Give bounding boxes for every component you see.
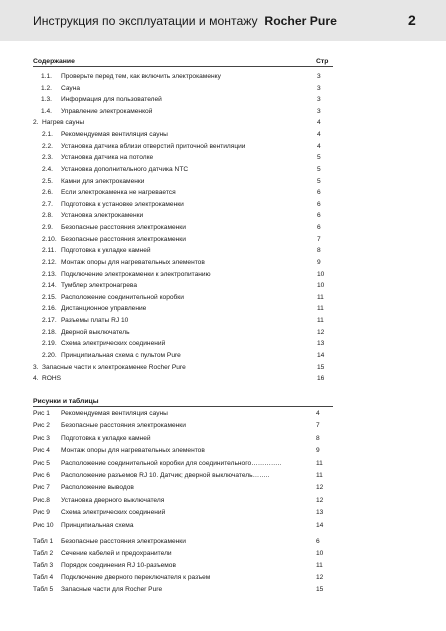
entry-number: Табл 3 [33, 562, 54, 569]
entry-number: Табл 2 [33, 550, 54, 557]
entry-title: Нагрев сауны [42, 119, 85, 127]
entry-title: Установка датчика вблизи отверстий приточной вентиляции [61, 142, 246, 150]
entry-title: Управление электрокаменкой [61, 107, 153, 115]
figure-entry [0, 433, 446, 445]
entry-number: 2.11. [42, 247, 57, 255]
figure-entry [0, 470, 446, 482]
entry-number: Рис 1 [33, 410, 50, 417]
entry-number: 2.6. [42, 189, 53, 197]
toc-entry [0, 350, 446, 362]
toc-entry [0, 152, 446, 164]
entry-page: 9 [316, 447, 320, 455]
toc-entry [0, 338, 446, 350]
entry-page: 12 [316, 496, 324, 504]
toc-entry [0, 362, 446, 374]
entry-title: Если электрокаменка не нагревается [61, 189, 176, 197]
entry-title: Рекомендуемая вентиляция сауны [61, 410, 168, 417]
entry-number: Рис 6 [33, 472, 50, 479]
entry-title: Установка дополнительного датчика NTC [61, 165, 189, 173]
entry-number: 3. [33, 363, 39, 371]
figure-entry [0, 482, 446, 494]
entry-title: Камни для электрокаменки [61, 177, 145, 185]
entry-title: Дистанционное управление [61, 305, 147, 313]
toc-divider [33, 66, 333, 67]
entry-page: 5 [317, 154, 321, 162]
entry-page: 7 [317, 235, 321, 243]
entry-title: Запасные части к электрокаменке Rocher Pure [42, 363, 186, 371]
toc-entry [0, 187, 446, 199]
entry-page: 10 [316, 550, 324, 557]
entry-page: 8 [316, 434, 320, 442]
toc-entry [0, 141, 446, 153]
toc-heading: Содержание [33, 58, 75, 65]
entry-number: 1.4. [41, 107, 52, 115]
toc-entry [0, 327, 446, 339]
figure-entry [0, 408, 446, 420]
toc-entry [0, 106, 446, 118]
entry-number: 2.19. [42, 340, 57, 348]
entry-number: Рис 7 [33, 484, 50, 492]
toc-page-column-label: Стр [316, 58, 329, 65]
entry-title: Сауна [61, 84, 81, 92]
entry-title: Безопасные расстояния электрокаменки [61, 538, 186, 545]
entry-title: Разъемы платы RJ 10 [61, 317, 129, 325]
entry-title: Подготовка к укладке камней [61, 247, 151, 255]
entry-page: 11 [317, 317, 324, 325]
figure-entry [0, 420, 446, 432]
entry-title: Расположение соединительной коробки для соединительного………….. [61, 459, 282, 467]
entry-page: 7 [316, 422, 320, 430]
entry-title: Проверьте перед тем, как включить электрокаменку [61, 73, 221, 80]
entry-page: 13 [316, 509, 324, 517]
entry-title: Установка дверного выключателя [61, 496, 165, 504]
entry-page: 8 [317, 247, 321, 255]
figures-divider [33, 406, 333, 407]
table-entry [0, 572, 446, 584]
entry-page: 11 [317, 305, 324, 313]
title-prefix: Инструкция по эксплуатации и монтажу [33, 14, 258, 28]
toc-entry [0, 245, 446, 257]
toc-entry [0, 129, 446, 141]
entry-number: 2.18. [42, 328, 57, 336]
entry-number: 1.2. [41, 84, 52, 92]
page-number: 2 [408, 12, 416, 28]
entry-page: 4 [317, 142, 321, 150]
entry-number: 2.3. [42, 154, 53, 162]
figure-entry [0, 445, 446, 457]
entry-title: Подключение дверного переключателя к разъем [61, 574, 211, 581]
entry-number: Рис 2 [33, 422, 50, 430]
entry-number: 2.15. [42, 293, 57, 301]
entry-number: 4. [33, 375, 39, 383]
entry-title: Подготовка к укладке камней [61, 434, 151, 442]
entry-page: 12 [316, 484, 324, 492]
entry-title: Подключение электрокаменки к электропитанию [61, 270, 211, 278]
toc-entry [0, 176, 446, 188]
entry-page: 6 [317, 224, 321, 232]
entry-number: 2.1. [42, 131, 53, 139]
entry-number: Рис 4 [33, 447, 50, 455]
entry-page: 6 [317, 189, 321, 197]
entry-title: Запасные части для Rocher Pure [61, 586, 163, 593]
entry-number: 2.7. [42, 200, 53, 208]
figure-entry [0, 495, 446, 507]
entry-page: 12 [317, 328, 325, 336]
entry-title: Информация для пользователей [61, 96, 162, 104]
entry-title: Расположение соединительной коробки [61, 293, 184, 301]
entry-page: 13 [317, 340, 325, 348]
entry-page: 11 [316, 472, 323, 479]
toc-entry [0, 117, 446, 129]
table-entry [0, 584, 446, 596]
entry-title: Схема электрических соединений [61, 340, 166, 348]
entry-title: Расположение разъемов RJ 10. Датчик; дверной выключатель…….. [61, 472, 270, 479]
entry-title: Монтаж опоры для нагревательных элементов [61, 258, 205, 266]
entry-number: Табл 1 [33, 538, 54, 545]
page-header [0, 0, 446, 41]
entry-title: Принципиальная схема [61, 521, 134, 529]
entry-number: 2.14. [42, 282, 57, 290]
toc-entry [0, 234, 446, 246]
entry-number: Табл 4 [33, 574, 54, 581]
entry-page: 10 [317, 270, 325, 278]
entry-page: 5 [317, 177, 321, 185]
toc-entry [0, 164, 446, 176]
entry-page: 12 [316, 574, 324, 581]
entry-title: Безопасные расстояния электрокаменки [61, 422, 186, 430]
toc-entry [0, 257, 446, 269]
entry-number: 1.3. [41, 96, 52, 104]
toc-entry [0, 373, 446, 385]
table-entry [0, 536, 446, 548]
entry-page: 4 [316, 410, 320, 417]
figure-entry [0, 520, 446, 532]
toc-entry [0, 94, 446, 106]
entry-title: Безопасные расстояния электрокаменки [61, 224, 186, 232]
toc-entry [0, 315, 446, 327]
toc-entry [0, 71, 446, 83]
table-entry [0, 560, 446, 572]
table-entry [0, 548, 446, 560]
entry-page: 16 [317, 375, 325, 383]
entry-page: 5 [317, 165, 321, 173]
entry-page: 6 [317, 212, 321, 220]
entry-page: 4 [317, 119, 321, 127]
title-product: Rocher Pure [264, 14, 337, 28]
entry-number: 2.12. [42, 258, 57, 266]
entry-number: 2. [33, 119, 39, 127]
entry-page: 14 [316, 521, 324, 529]
entry-number: Рис 3 [33, 434, 50, 442]
entry-page: 15 [317, 363, 325, 371]
entry-page: 15 [316, 586, 324, 593]
entry-page: 11 [316, 562, 323, 569]
entry-number: 2.20. [42, 351, 57, 359]
entry-number: 1.1. [41, 73, 52, 80]
entry-title: Тумблер электронагрева [61, 282, 138, 290]
toc-entry [0, 292, 446, 304]
entry-page: 11 [316, 459, 323, 467]
toc-entry [0, 222, 446, 234]
entry-page: 6 [317, 200, 321, 208]
entry-title: Сечение кабелей и предохранители [61, 550, 172, 557]
entry-number: Рис 9 [33, 509, 50, 517]
entry-title: ROHS [42, 375, 62, 383]
entry-page: 3 [317, 73, 321, 80]
entry-title: Схема электрических соединений [61, 509, 166, 517]
entry-title: Принципиальная схема с пультом Pure [61, 351, 181, 359]
entry-number: 2.5. [42, 177, 53, 185]
entry-number: 2.4. [42, 165, 53, 173]
entry-page: 3 [317, 96, 321, 104]
entry-number: 2.2. [42, 142, 53, 150]
entry-number: 2.16. [42, 305, 57, 313]
entry-number: 2.8. [42, 212, 53, 220]
entry-number: 2.9. [42, 224, 53, 232]
entry-title: Подготовка к установке электрокаменки [61, 200, 184, 208]
entry-number: 2.17. [42, 317, 57, 325]
figures-heading: Рисунки и таблицы [33, 398, 99, 405]
figure-entry [0, 507, 446, 519]
toc-entry [0, 210, 446, 222]
entry-title: Порядок соединения RJ 10-разъемов [61, 562, 176, 569]
entry-page: 3 [317, 107, 321, 115]
toc-entry [0, 83, 446, 95]
entry-number: Рис 5 [33, 459, 50, 467]
entry-title: Рекомендуемая вентиляция сауны [61, 131, 168, 139]
entry-title: Монтаж опоры для нагревательных элементов [61, 447, 205, 455]
entry-page: 10 [317, 282, 325, 290]
entry-number: 2.13. [42, 270, 57, 278]
entry-number: Рис 10 [33, 521, 54, 529]
toc-entry [0, 303, 446, 315]
toc-entry [0, 199, 446, 211]
toc-entry [0, 280, 446, 292]
document-title [33, 14, 337, 28]
entry-page: 6 [316, 538, 320, 545]
entry-title: Установка датчика на потолке [61, 154, 154, 162]
entry-number: 2.10. [42, 235, 57, 243]
entry-number: Рис.8 [33, 496, 50, 504]
entry-title: Дверной выключатель [61, 328, 130, 336]
entry-page: 3 [317, 84, 321, 92]
entry-page: 11 [317, 293, 324, 301]
entry-title: Безопасные расстояния электрокаменки [61, 235, 186, 243]
entry-page: 9 [317, 258, 321, 266]
figure-entry [0, 458, 446, 470]
toc-entry [0, 269, 446, 281]
entry-number: Табл 5 [33, 586, 54, 593]
entry-page: 4 [317, 131, 321, 139]
entry-title: Расположение выводов [61, 484, 134, 492]
entry-title: Установка электрокаменки [61, 212, 144, 220]
entry-page: 14 [317, 351, 325, 359]
